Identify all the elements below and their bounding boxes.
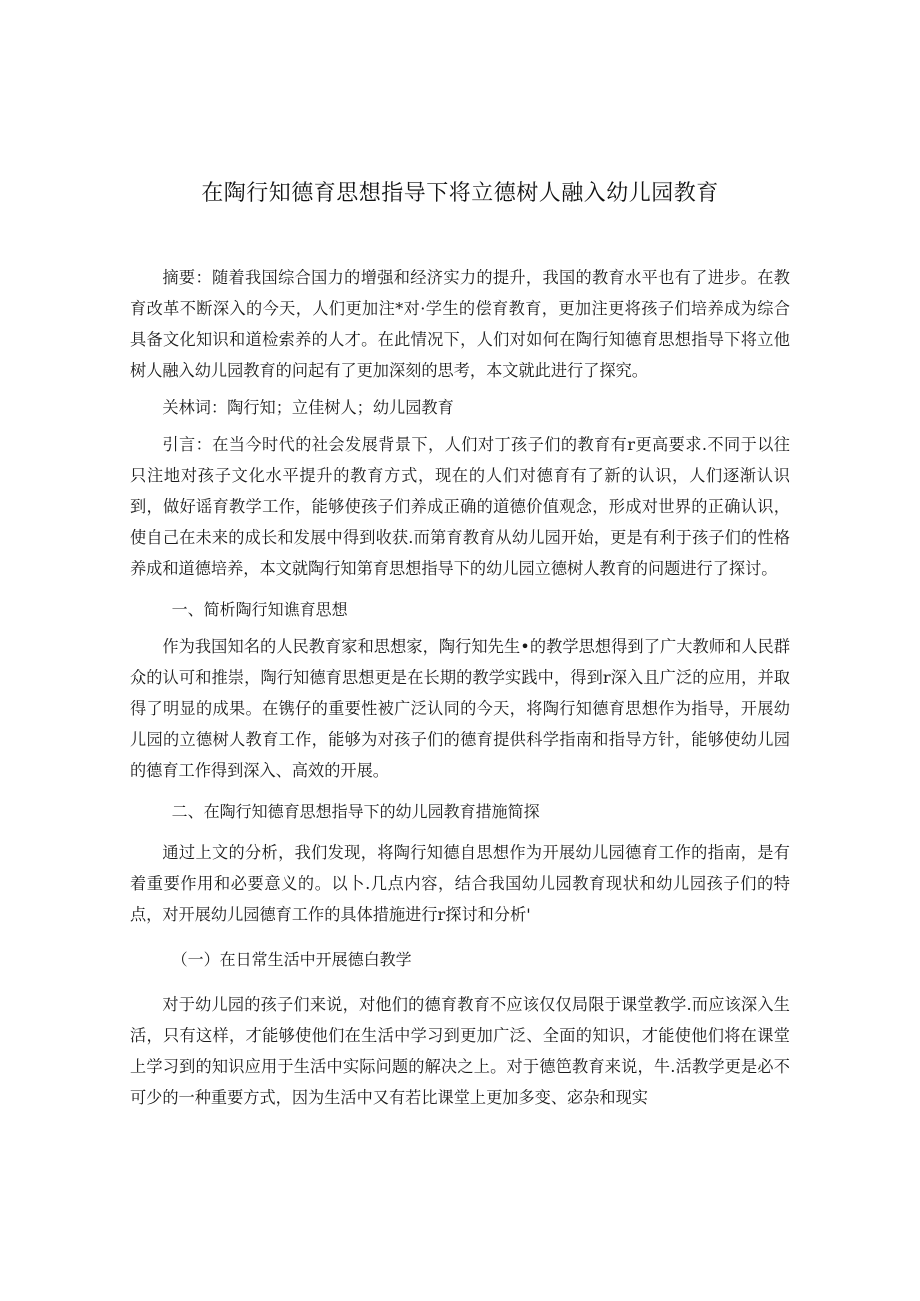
subsection-1-paragraph: 对于幼儿园的孩子们来说，对他们的德育教育不应该仅仅局限于课堂教学.而应该深入生活，只有这样，才能够使他们在生活中学习到更加广泛、全面的知识，才能使他们将在课堂上学习到的知识应用于生活中实际问题的解决之上。对于德笆教育来说，牛.活教学更是必不可少的一种重要方式，因为生活中又有若比课堂上更加多变、宓杂和现实 [130, 995, 790, 1107]
introduction-paragraph: 引言：在当今时代的社会发展背景下，人们对丁孩子们的教育有r更高要求.不同于以往只注地对孩子文化水平提升的教育方式，现在的人们对德育有了新的认识，人们逐渐认识到，做好谣育教学工作，能够使孩子们养成正确的道德价值观念，形成对世界的正确认识，使自己在未来的成长和发展中得到收获.而第育教育从幼儿园开始，更是有利于孩子们的性格养成和道德培养，本文就陶行知第育思想指导下的幼儿园立德树人教育的问题进行了探讨。 [130, 435, 790, 578]
keywords-line: 关林词：陶行知；立佳树人；幼儿园教育 [162, 398, 454, 417]
document-title: 在陶行知德育思想指导下将立德树人融入幼儿园教育 [201, 181, 719, 206]
subsection-1-heading: （一）在日常生活中开展德白教学 [171, 950, 412, 969]
section-2-heading: 二、在陶行知德育思想指导下的幼儿园教育措施简探 [171, 802, 540, 821]
section-1-heading: 一、简析陶行知谯育思想 [171, 600, 348, 619]
document-body [130, 262, 790, 1113]
section-2-paragraph: 通过上文的分析，我们发现，将陶行知德自思想作为开展幼儿园德育工作的指南，是有着重要作用和必要意义的。以卜.几点内容，结合我国幼儿园教育现状和幼儿园孩子们的特点，对开展幼儿园德育工作的具体措施进行r探讨和分析' [130, 843, 790, 924]
section-1-paragraph: 作为我国知名的人民教育家和思想家，陶行知先生•的教学思想得到了广大教师和人民群众的认可和推崇，陶行知德育思想更是在长期的教学实践中，得到r深入且广泛的应用，并取得了明显的成果。在镌仔的重要性被广泛认同的今天，将陶行知德育思想作为指导，开展幼儿园的立德树人教育工作，能够为对孩子们的德育提供科学指南和指导方针，能够使幼儿园的德育工作得到深入、高效的开展。 [130, 637, 790, 780]
abstract-paragraph: 摘要：随着我国综合国力的增强和经济实力的提升，我国的教育水平也有了进步。在教育改革不断深入的今天，人们更加注*对·学生的偿育教育，更加注更将孩子们培养成为综合具备文化知识和道检索养的人才。在此情况下，人们对如何在陶行知德育思想指导下将立他树人融入幼儿园教育的问起有了更加深刻的思考，本文就此进行了探究。 [130, 268, 790, 380]
